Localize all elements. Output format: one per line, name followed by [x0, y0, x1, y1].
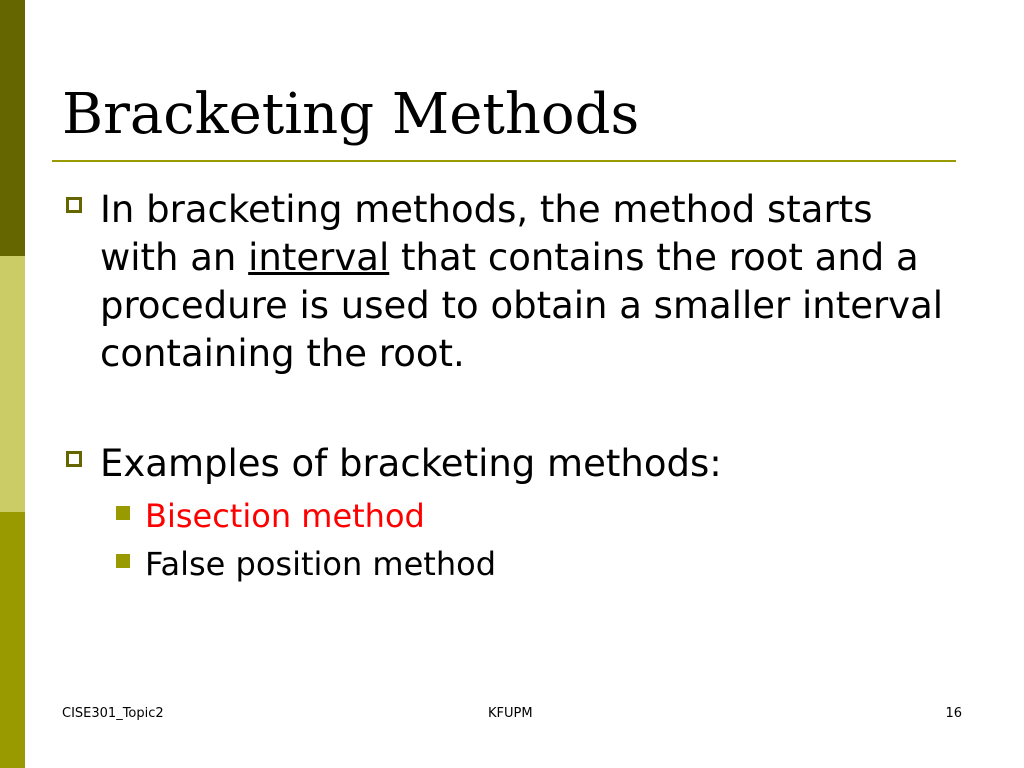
bullet-line-2	[100, 234, 980, 282]
bullet-examples-heading: Examples of bracketing methods:	[100, 442, 722, 485]
hollow-square-bullet-icon	[66, 197, 82, 213]
bullet-line-4: containing the root.	[100, 332, 465, 375]
solid-square-bullet-icon	[116, 506, 130, 520]
bullet-line-3: procedure is used to obtain a smaller interval	[100, 284, 944, 327]
text-fragment: that contains the root and a	[389, 236, 919, 279]
underlined-word-interval: interval	[248, 236, 390, 279]
slide-number: 16	[945, 706, 962, 721]
sub-item-bisection: Bisection method	[145, 497, 425, 535]
title-underline-rule	[52, 160, 956, 162]
sidebar-olive-band	[0, 512, 25, 768]
hollow-square-bullet-icon	[66, 451, 82, 467]
footer-institution: KFUPM	[488, 706, 533, 721]
sidebar-dark-band	[0, 0, 25, 256]
sidebar-light-band	[0, 256, 25, 512]
slide-title: Bracketing Methods	[62, 82, 640, 147]
bullet-line-1: In bracketing methods, the method starts	[100, 188, 873, 231]
solid-square-bullet-icon	[116, 554, 130, 568]
bullet-bracketing-definition	[100, 186, 980, 378]
text-fragment: with an	[100, 236, 249, 279]
footer-course-label: CISE301_Topic2	[62, 706, 164, 721]
sub-item-false-position: False position method	[145, 545, 496, 583]
